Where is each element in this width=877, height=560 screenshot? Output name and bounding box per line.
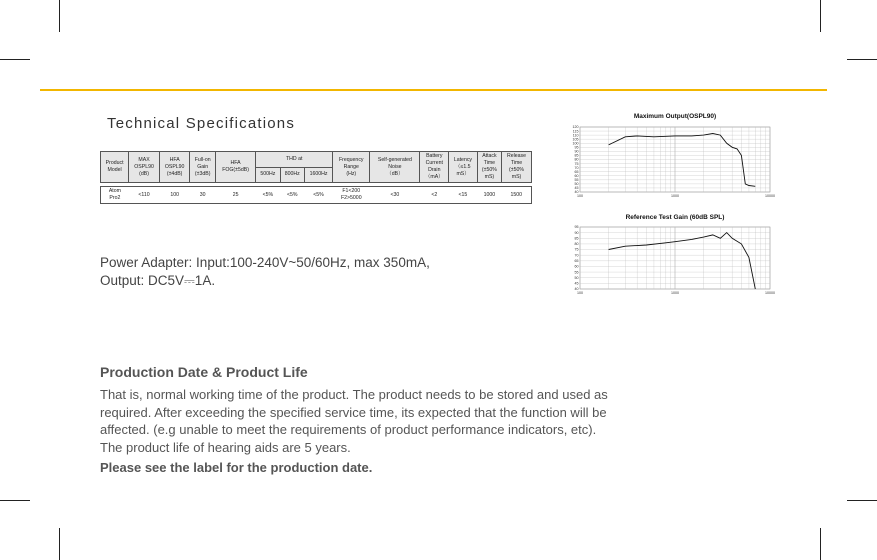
y-tick-label: 50 xyxy=(574,182,579,187)
x-tick-label: 100 xyxy=(577,291,583,295)
x-tick-label: 10000 xyxy=(765,194,775,198)
y-tick-label: 75 xyxy=(574,247,579,252)
table-row xyxy=(101,187,532,204)
col-hfa-fog: HFA FOG(±5dB) xyxy=(215,152,255,183)
crop-mark xyxy=(820,528,821,560)
x-tick-label: 1000 xyxy=(671,194,679,198)
y-tick-label: 100 xyxy=(572,141,579,146)
crop-mark xyxy=(0,59,30,60)
table-header-row xyxy=(101,152,532,168)
header-rule xyxy=(40,89,827,91)
cell-release: 1500 xyxy=(502,187,532,204)
y-tick-label: 90 xyxy=(574,230,579,235)
power-line-1: Power Adapter: Input:100-240V~50/60Hz, max 350mA, xyxy=(100,255,430,270)
y-tick-label: 110 xyxy=(572,133,579,138)
y-tick-label: 60 xyxy=(574,173,579,178)
y-tick-label: 55 xyxy=(574,270,579,275)
crop-mark xyxy=(847,59,877,60)
y-tick-label: 40 xyxy=(574,190,579,195)
col-thd: THD at xyxy=(256,152,333,168)
col-max-ospl: MAX OSPL90 (dB) xyxy=(129,152,160,183)
cell-model: Atom Pro2 xyxy=(101,187,129,204)
col-release: Release Time (±50% mS) xyxy=(502,152,532,183)
y-tick-label: 45 xyxy=(574,281,579,286)
paragraph-line: The product life of hearing aids are 5 years. xyxy=(100,439,351,455)
col-thd-800: 800Hz xyxy=(280,167,304,183)
cell-noise: <30 xyxy=(370,187,420,204)
y-tick-label: 85 xyxy=(574,153,579,158)
cell-hfa-fog: 25 xyxy=(215,187,255,204)
y-tick-label: 65 xyxy=(574,259,579,264)
ospl90-chart xyxy=(566,110,776,202)
series-line xyxy=(609,134,756,187)
chart-title: Maximum Output(OSPL90) xyxy=(633,113,717,120)
cell-max-ospl: <110 xyxy=(129,187,160,204)
production-note: Please see the label for the production date. xyxy=(100,460,373,475)
col-attack: Attack Time (±50% mS) xyxy=(477,152,501,183)
y-tick-label: 45 xyxy=(574,186,579,191)
cell-thd-1600: <5% xyxy=(304,187,332,204)
test-gain-chart xyxy=(566,211,776,299)
x-tick-label: 10000 xyxy=(765,291,775,295)
cell-thd-800: <5% xyxy=(280,187,304,204)
cell-thd-500: <5% xyxy=(256,187,280,204)
col-thd-1600: 1600Hz xyxy=(304,167,332,183)
crop-mark xyxy=(820,0,821,32)
y-tick-label: 70 xyxy=(574,253,579,258)
cell-latency: <15 xyxy=(449,187,478,204)
y-tick-label: 115 xyxy=(572,129,579,134)
col-thd-500: 500Hz xyxy=(256,167,280,183)
y-tick-label: 95 xyxy=(574,145,579,150)
cell-hfa-ospl: 100 xyxy=(159,187,190,204)
y-tick-label: 65 xyxy=(574,169,579,174)
cell-battery: <2 xyxy=(420,187,449,204)
y-tick-label: 120 xyxy=(572,125,579,130)
paragraph-line: affected. (e.g unable to meet the requirements of product performance indicators, etc). xyxy=(100,422,597,437)
y-tick-label: 70 xyxy=(574,165,579,170)
crop-mark xyxy=(0,500,30,501)
y-tick-label: 105 xyxy=(572,137,579,142)
col-freq-range: Frequency Range (Hz) xyxy=(333,152,370,183)
cell-freq-range: F1<200 F2>5000 xyxy=(333,187,370,204)
production-title: Production Date & Product Life xyxy=(100,364,308,380)
spec-table xyxy=(100,151,532,204)
paragraph-line: required. After exceeding the specified service time, its expected that the function will be xyxy=(100,404,607,420)
section-title: Technical Specifications xyxy=(107,115,296,132)
col-latency: Latency （≤1.5 mS） xyxy=(449,152,478,183)
col-model: Product Model xyxy=(101,152,129,183)
production-paragraph xyxy=(100,386,740,456)
cell-fullon-gain: 30 xyxy=(190,187,216,204)
y-tick-label: 80 xyxy=(574,242,579,247)
col-hfa-ospl: HFA OSPL90 (±4dB) xyxy=(159,152,190,183)
y-tick-label: 85 xyxy=(574,236,579,241)
y-tick-label: 60 xyxy=(574,264,579,269)
x-tick-label: 100 xyxy=(577,194,583,198)
y-tick-label: 40 xyxy=(574,287,579,292)
col-fullon-gain: Full-on Gain (±3dB) xyxy=(190,152,216,183)
chart-title: Reference Test Gain (60dB SPL) xyxy=(625,214,725,221)
x-tick-label: 1000 xyxy=(671,291,679,295)
power-adapter-text xyxy=(100,254,520,290)
y-tick-label: 75 xyxy=(574,161,579,166)
crop-mark xyxy=(59,0,60,32)
crop-mark xyxy=(847,500,877,501)
y-tick-label: 50 xyxy=(574,275,579,280)
col-noise: Self-generated Noise （dB） xyxy=(370,152,420,183)
power-line-2: Output: DC5V⎓1A. xyxy=(100,273,216,288)
y-tick-label: 55 xyxy=(574,178,579,183)
crop-mark xyxy=(59,528,60,560)
y-tick-label: 90 xyxy=(574,149,579,154)
paragraph-line: That is, normal working time of the product. The product needs to be stored and used as xyxy=(100,387,608,402)
y-tick-label: 80 xyxy=(574,157,579,162)
y-tick-label: 95 xyxy=(574,225,579,230)
col-battery: Battery Current Drain （mA） xyxy=(420,152,449,183)
cell-attack: 1000 xyxy=(477,187,501,204)
